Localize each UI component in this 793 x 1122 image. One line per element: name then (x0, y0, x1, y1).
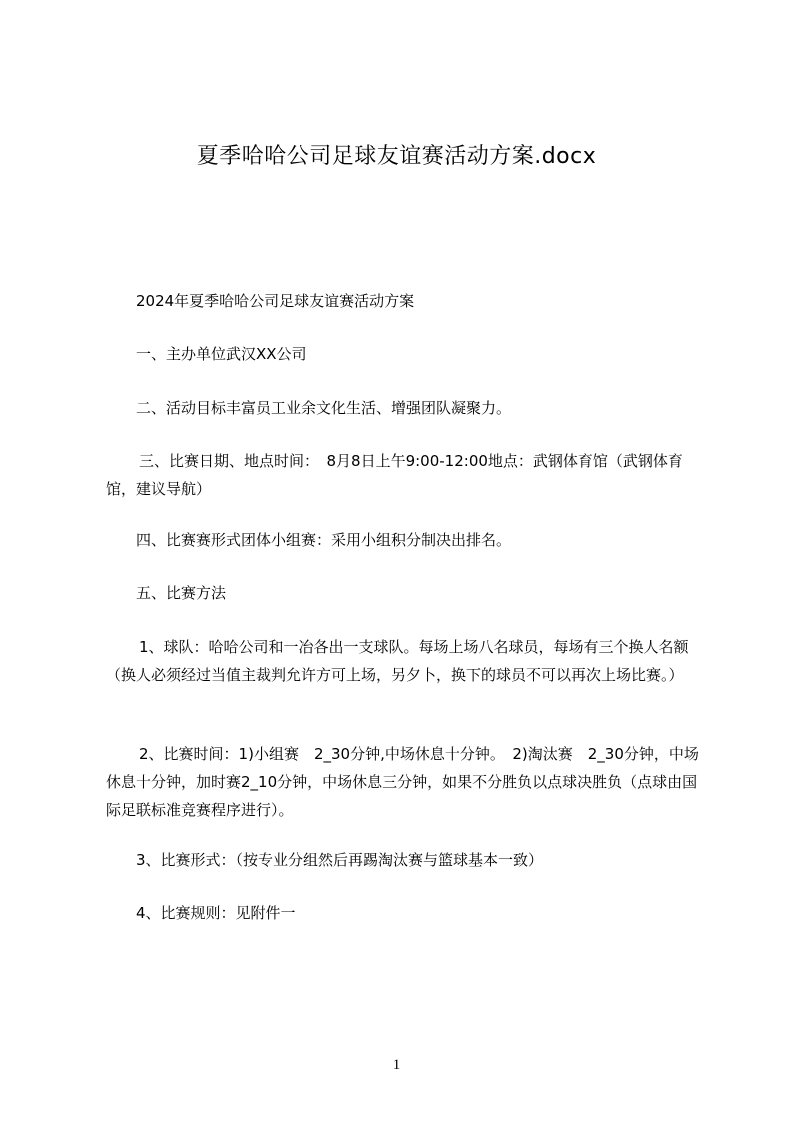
paragraph-match-time: 2、比赛时间：1)小组赛 2_30分钟,中场休息十分钟。 2)淘汰赛 2_30分钟，中场休息十分钟，加时赛2_10分钟，中场休息三分钟，如果不分胜负以点球决胜负（点球由国际足联标准竞赛程序进行）。 (106, 745, 699, 819)
paragraph-teams: 1、球队：哈哈公司和一冶各出一支球队。每场上场八名球员，每场有三个换人名额（换人必须经过当值主裁判允许方可上场，另夕卜，换下的球员不可以再次上场比赛。） (106, 638, 689, 684)
paragraph-method-heading: 五、比赛方法 (136, 584, 227, 602)
paragraph-goal: 二、活动目标丰富员工业余文化生活、增强团队凝聚力。 (136, 399, 512, 417)
paragraph-heading: 2024年夏季哈哈公司足球友谊赛活动方案 (136, 292, 415, 310)
paragraph-format: 四、比赛赛形式团体小组赛：采用小组积分制决出排名。 (136, 531, 512, 549)
paragraph-date-location: 三、比赛日期、地点时间： 8月8日上午9:00-12:00地点：武钢体育馆（武钢体育馆，建议导航） (106, 452, 683, 498)
paragraph-match-form: 3、比赛形式：（按专业分组然后再踢淘汰赛与篮球基本一致） (136, 851, 544, 869)
paragraph-organizer: 一、主办单位武汉XX公司 (136, 345, 307, 363)
page-number: 1 (392, 1057, 401, 1073)
paragraph-rules: 4、比赛规则：见附件一 (136, 904, 296, 922)
document-title: 夏季哈哈公司足球友谊赛活动方案.docx (196, 144, 597, 169)
